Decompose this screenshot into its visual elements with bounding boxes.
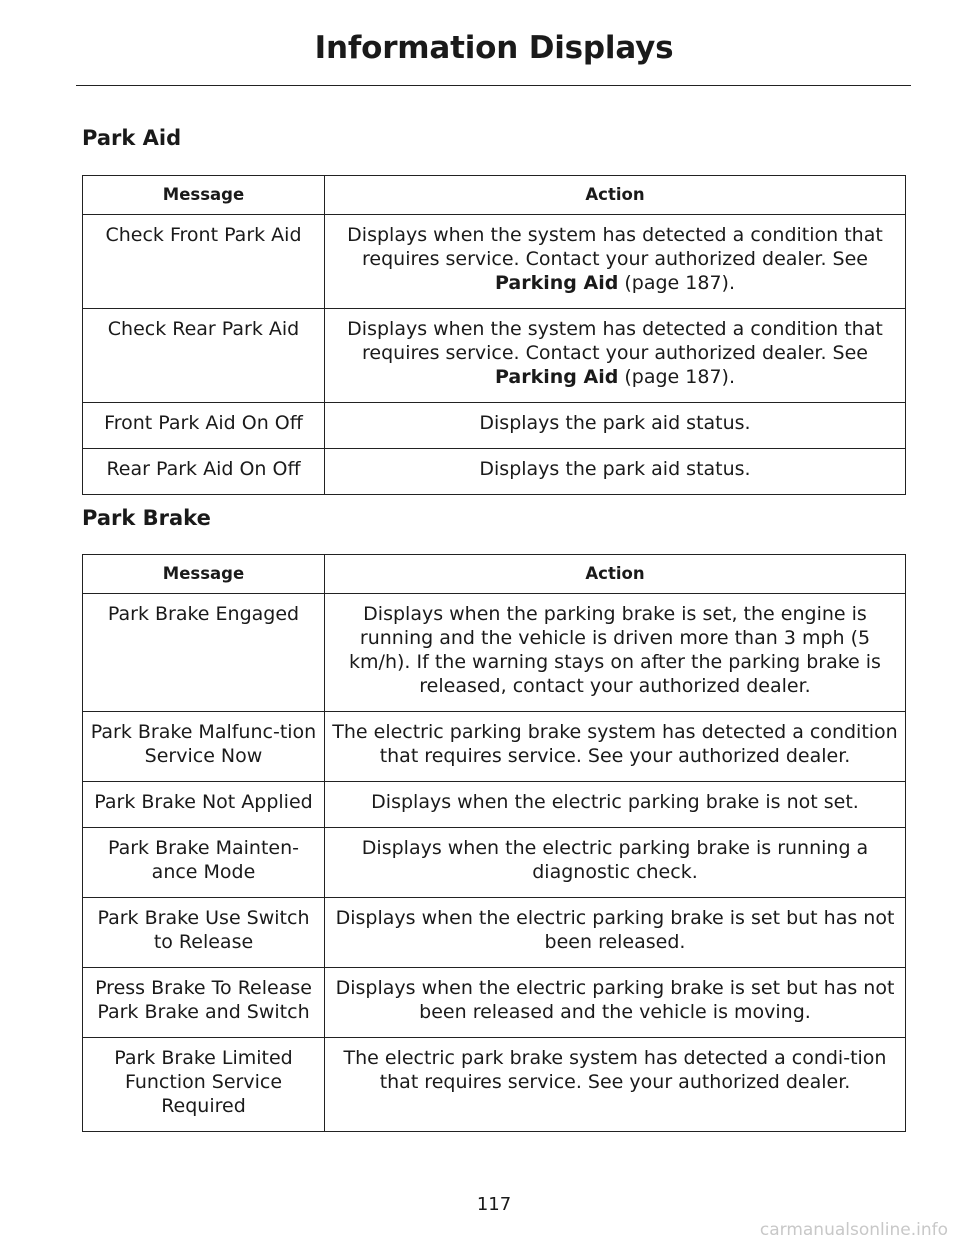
action-cell: Displays the park aid status.	[325, 403, 906, 449]
column-header-message: Message	[83, 555, 325, 594]
message-cell: Check Rear Park Aid	[83, 309, 325, 403]
message-cell: Park Brake Engaged	[83, 594, 325, 712]
page-title: Information Displays	[314, 30, 674, 66]
table-row	[83, 898, 906, 968]
message-cell: Front Park Aid On Off	[83, 403, 325, 449]
park-brake-table	[82, 554, 906, 1132]
section-heading-park-aid: Park Aid	[82, 126, 182, 150]
action-text: Displays when the system has detected a condition that requires service. Contact your authorized dealer. See	[347, 318, 883, 364]
message-cell: Park Brake Not Applied	[83, 782, 325, 828]
action-cell	[325, 215, 906, 309]
table-row	[83, 782, 906, 828]
watermark: carmanualsonline.info	[759, 1220, 948, 1240]
message-cell: Rear Park Aid On Off	[83, 449, 325, 495]
message-cell: Park Brake Mainten-ance Mode	[83, 828, 325, 898]
action-text: Displays when the system has detected a condition that requires service. Contact your authorized dealer. See	[347, 224, 883, 270]
table-row	[83, 403, 906, 449]
action-cell: Displays when the parking brake is set, the engine is running and the vehicle is driven more than 3 mph (5 km/h). If the warning stays on after the parking brake is released, contact your authorized dealer.	[325, 594, 906, 712]
column-header-action: Action	[325, 555, 906, 594]
table-row	[83, 1038, 906, 1132]
action-cell: Displays when the electric parking brake is set but has not been released.	[325, 898, 906, 968]
action-cell: Displays when the electric parking brake is set but has not been released and the vehicle is moving.	[325, 968, 906, 1038]
table-row	[83, 968, 906, 1038]
table-row	[83, 449, 906, 495]
action-cell: Displays when the electric parking brake is not set.	[325, 782, 906, 828]
cross-reference-link[interactable]: Parking Aid	[495, 272, 619, 294]
table-row	[83, 712, 906, 782]
page-reference: (page 187).	[618, 366, 735, 388]
action-cell	[325, 309, 906, 403]
action-cell: The electric parking brake system has detected a condition that requires service. See your authorized dealer.	[325, 712, 906, 782]
message-cell: Park Brake Malfunc-tion Service Now	[83, 712, 325, 782]
table-row	[83, 309, 906, 403]
table-header-row	[83, 176, 906, 215]
column-header-action: Action	[325, 176, 906, 215]
column-header-message: Message	[83, 176, 325, 215]
action-cell: Displays the park aid status.	[325, 449, 906, 495]
table-header-row	[83, 555, 906, 594]
table-row	[83, 594, 906, 712]
action-cell: Displays when the electric parking brake is running a diagnostic check.	[325, 828, 906, 898]
message-cell: Park Brake Limited Function Service Required	[83, 1038, 325, 1132]
page-number: 117	[476, 1194, 512, 1215]
title-divider	[76, 85, 911, 86]
park-aid-table	[82, 175, 906, 495]
message-cell: Press Brake To Release Park Brake and Switch	[83, 968, 325, 1038]
section-heading-park-brake: Park Brake	[82, 506, 211, 530]
message-cell: Check Front Park Aid	[83, 215, 325, 309]
action-cell: The electric park brake system has detected a condi-tion that requires service. See your authorized dealer.	[325, 1038, 906, 1132]
page-reference: (page 187).	[618, 272, 735, 294]
cross-reference-link[interactable]: Parking Aid	[495, 366, 619, 388]
table-row	[83, 215, 906, 309]
table-row	[83, 828, 906, 898]
message-cell: Park Brake Use Switch to Release	[83, 898, 325, 968]
